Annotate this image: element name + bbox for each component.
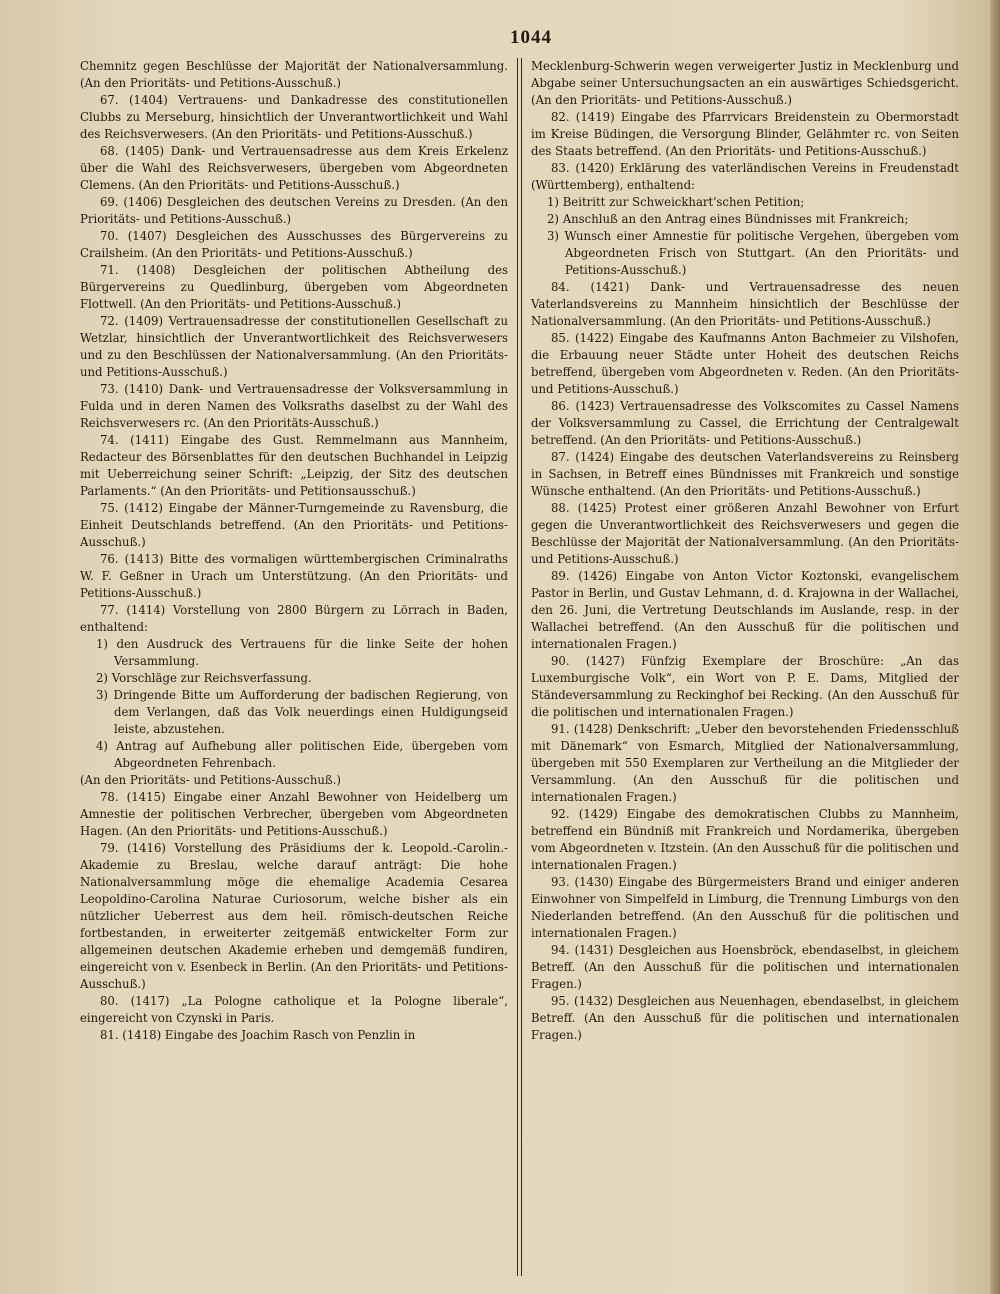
petition-entry: 75. (1412) Eingabe der Männer-Turngemeinde zu Ravensburg, die Einheit Deutschlands betreffend. (An den Prioritäts- und Petitions-Ausschuß.) bbox=[80, 501, 508, 549]
petition-entry: 93. (1430) Eingabe des Bürgermeisters Brand und einiger anderen Einwohner von Simpelfeld in Limburg, die Trennung Limburgs von den Niederlanden betreffend. (An den Ausschuß für die politischen und internationalen Fragen.) bbox=[531, 875, 959, 940]
petition-entry: 86. (1423) Vertrauensadresse des Volkscomites zu Cassel Namens der Volksversammlung zu Cassel, die Errichtung der Centralgewalt betreffend. (An den Prioritäts- und Petitions-Ausschuß.) bbox=[531, 399, 959, 447]
entry-continuation: Mecklenburg-Schwerin wegen verweigerter Justiz in Mecklenburg und Abgabe seiner Untersuchungsacten an ein auswärtiges Schiedsgericht. (An den Prioritäts- und Petitions-Ausschuß.) bbox=[531, 59, 959, 107]
binding-edge bbox=[990, 0, 1000, 1294]
page-number: 1044 bbox=[510, 27, 552, 48]
sub-item: 1) Beitritt zur Schweickhart'schen Petition; bbox=[547, 195, 805, 209]
right-column bbox=[531, 58, 959, 1044]
sub-item: 1) den Ausdruck des Vertrauens für die linke Seite der hohen Versammlung. bbox=[96, 637, 508, 668]
petition-entry: 85. (1422) Eingabe des Kaufmanns Anton Bachmeier zu Vilshofen, die Erbauung neuer Städte unter Hoheit des deutschen Reichs betreffend, übergeben vom Abgeordneten v. Reden. (An den Prioritäts- und Petitions-Ausschuß.) bbox=[531, 331, 959, 396]
petition-entry: 80. (1417) „La Pologne catholique et la Pologne liberale“, eingereicht von Czynski in Paris. bbox=[80, 994, 508, 1025]
petition-entry: 94. (1431) Desgleichen aus Hoensbröck, ebendaselbst, in gleichem Betreff. (An den Ausschuß für die politischen und internationalen Fragen.) bbox=[531, 943, 959, 991]
sub-item: 3) Dringende Bitte um Aufforderung der badischen Regierung, von dem Verlangen, daß das Volk neuerdings einen Huldigungseid leiste, abzustehen. bbox=[96, 688, 508, 736]
petition-entry: 83. (1420) Erklärung des vaterländischen Vereins in Freudenstadt (Württemberg), enthaltend: bbox=[531, 161, 959, 192]
petition-entry: 89. (1426) Eingabe von Anton Victor Koztonski, evangelischem Pastor in Berlin, und Gustav Lehmann, d. d. Krajowna in der Wallachei, den 26. Juni, die Vertretung Deutschlands im Auslande, resp. in der Wallachei betreffend. (An den Ausschuß für die politischen und internationalen Fragen.) bbox=[531, 569, 959, 651]
petition-entry: 82. (1419) Eingabe des Pfarrvicars Breidenstein zu Obermorstadt im Kreise Büdingen, die Versorgung Blinder, Gelähmter rc. von Seiten des Staats betreffend. (An den Prioritäts- und Petitions-Ausschuß.) bbox=[531, 110, 959, 158]
petition-entry: 95. (1432) Desgleichen aus Neuenhagen, ebendaselbst, in gleichem Betreff. (An den Ausschuß für die politischen und internationalen Fragen.) bbox=[531, 994, 959, 1042]
petition-entry: 72. (1409) Vertrauensadresse der constitutionellen Gesellschaft zu Wetzlar, hinsichtlich der Unverantwortlichkeit des Reichsverwesers und zu den Beschlüssen der Nationalversammlung. (An den Prioritäts- und Petitions-Ausschuß.) bbox=[80, 314, 508, 379]
petition-entry: 91. (1428) Denkschrift: „Ueber den bevorstehenden Friedensschluß mit Dänemark“ von Esmarch, Mitglied der Nationalversammlung, übergeben mit 550 Exemplaren zur Vertheilung an die Mitglieder der Versammlung. (An den Ausschuß für die politischen und internationalen Fragen.) bbox=[531, 722, 959, 804]
entry-continuation: (An den Prioritäts- und Petitions-Ausschuß.) bbox=[80, 773, 341, 787]
left-column bbox=[80, 58, 508, 1044]
sub-item: 3) Wunsch einer Amnestie für politische Vergehen, übergeben vom Abgeordneten Frisch von Stuttgart. (An den Prioritäts- und Petitions-Ausschuß.) bbox=[547, 229, 959, 277]
petition-entry: 67. (1404) Vertrauens- und Dankadresse des constitutionellen Clubbs zu Merseburg, hinsichtlich der Unverantwortlichkeit und Wahl des Reichsverwesers. (An den Prioritäts- und Petitions-Ausschuß.) bbox=[80, 93, 508, 141]
petition-entry: 87. (1424) Eingabe des deutschen Vaterlandsvereins zu Reinsberg in Sachsen, in Betreff eines Bündnisses mit Frankreich und sonstige Wünsche enthaltend. (An den Prioritäts- und Petitions-Ausschuß.) bbox=[531, 450, 959, 498]
petition-entry: 69. (1406) Desgleichen des deutschen Vereins zu Dresden. (An den Prioritäts- und Petitions-Ausschuß.) bbox=[80, 195, 508, 226]
petition-entry: 92. (1429) Eingabe des demokratischen Clubbs zu Mannheim, betreffend ein Bündniß mit Frankreich und Nordamerika, übergeben vom Abgeordneten v. Itzstein. (An den Ausschuß für die politischen und internationalen Fragen.) bbox=[531, 807, 959, 872]
petition-entry: 77. (1414) Vorstellung von 2800 Bürgern zu Lörrach in Baden, enthaltend: bbox=[80, 603, 508, 634]
petition-entry: 81. (1418) Eingabe des Joachim Rasch von Penzlin in bbox=[100, 1028, 416, 1042]
petition-entry: 90. (1427) Fünfzig Exemplare der Broschüre: „An das Luxemburgische Volk“, ein Wort von P. E. Dams, Mitglied der Ständeversammlung zu Reckinghof bei Recking. (An den Ausschuß für die politischen und internationalen Fragen.) bbox=[531, 654, 959, 719]
column-divider bbox=[517, 58, 522, 1276]
sub-item: 4) Antrag auf Aufhebung aller politischen Eide, übergeben vom Abgeordneten Fehrenbach. bbox=[96, 739, 508, 770]
petition-entry: 84. (1421) Dank- und Vertrauensadresse des neuen Vaterlandsvereins zu Mannheim hinsichtlich der Beschlüsse der Nationalversammlung. (An den Prioritäts- und Petitions-Ausschuß.) bbox=[531, 280, 959, 328]
petition-entry: 76. (1413) Bitte des vormaligen württembergischen Criminalraths W. F. Geßner in Urach um Unterstützung. (An den Prioritäts- und Petitions-Ausschuß.) bbox=[80, 552, 508, 600]
petition-entry: 88. (1425) Protest einer größeren Anzahl Bewohner von Erfurt gegen die Unverantwortlichkeit des Reichsverwesers und gegen die Beschlüsse der Majorität der Nationalversammlung. (An den Prioritäts- und Petitions-Ausschuß.) bbox=[531, 501, 959, 566]
petition-entry: 74. (1411) Eingabe des Gust. Remmelmann aus Mannheim, Redacteur des Börsenblattes für den deutschen Buchhandel in Leipzig mit Ueberreichung seiner Schrift: „Leipzig, der Sitz des deutschen Parlaments.“ (An den Prioritäts- und Petitionsausschuß.) bbox=[80, 433, 508, 498]
sub-item: 2) Anschluß an den Antrag eines Bündnisses mit Frankreich; bbox=[547, 212, 909, 226]
entry-continuation: Chemnitz gegen Beschlüsse der Majorität der Nationalversammlung. (An den Prioritäts- und Petitions-Ausschuß.) bbox=[80, 59, 508, 90]
petition-entry: 68. (1405) Dank- und Vertrauensadresse aus dem Kreis Erkelenz über die Wahl des Reichsverwesers, übergeben vom Abgeordneten Clemens. (An den Prioritäts- und Petitions-Ausschuß.) bbox=[80, 144, 508, 192]
text-columns bbox=[80, 58, 982, 1276]
petition-entry: 71. (1408) Desgleichen der politischen Abtheilung des Bürgervereins zu Quedlinburg, übergeben vom Abgeordneten Flottwell. (An den Prioritäts- und Petitions-Ausschuß.) bbox=[80, 263, 508, 311]
petition-entry: 78. (1415) Eingabe einer Anzahl Bewohner von Heidelberg um Amnestie der politischen Verbrecher, übergeben vom Abgeordneten Hagen. (An den Prioritäts- und Petitions-Ausschuß.) bbox=[80, 790, 508, 838]
petition-entry: 70. (1407) Desgleichen des Ausschusses des Bürgervereins zu Crailsheim. (An den Prioritäts- und Petitions-Ausschuß.) bbox=[80, 229, 508, 260]
petition-entry: 79. (1416) Vorstellung des Präsidiums der k. Leopold.-Carolin.-Akademie zu Breslau, welche darauf anträgt: Die hohe Nationalversammlung möge die ehemalige Academia Cesarea Leopoldino-Carolina Naturae Curiosorum, welche bisher als ein nützlicher Ueberrest aus dem heil. römisch-deutschen Reiche fortbestanden, in erweiterter zeitgemäß entwickelter Form zur allgemeinen deutschen Akademie erheben und demgemäß fundiren, eingereicht von v. Esenbeck in Berlin. (An den Prioritäts- und Petitions-Ausschuß.) bbox=[80, 841, 508, 991]
petition-entry: 73. (1410) Dank- und Vertrauensadresse der Volksversammlung in Fulda und in deren Namen des Volksraths daselbst zu der Wahl des Reichsverwesers rc. (An den Prioritäts-Ausschuß.) bbox=[80, 382, 508, 430]
sub-item: 2) Vorschläge zur Reichsverfassung. bbox=[96, 671, 312, 685]
